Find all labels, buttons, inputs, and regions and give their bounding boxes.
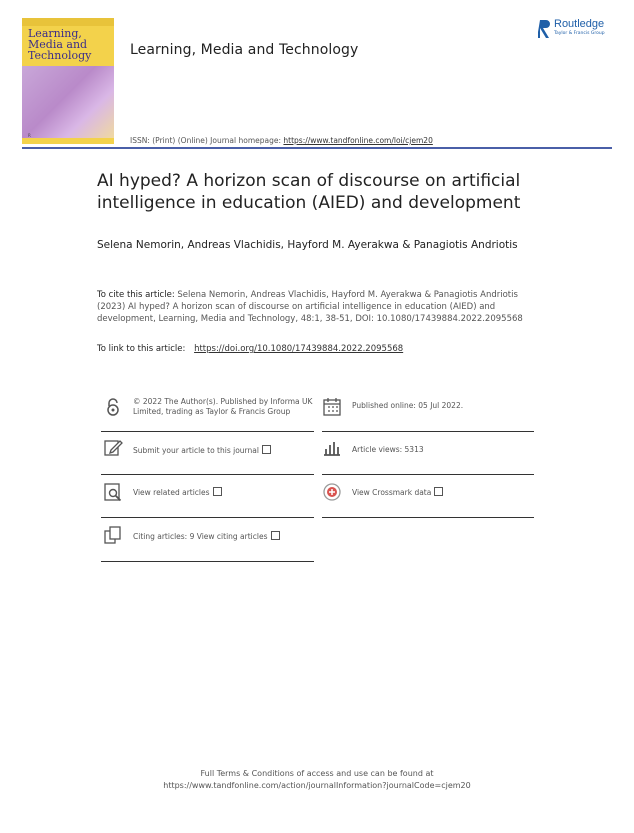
search-document-icon xyxy=(103,482,123,502)
routledge-r-icon xyxy=(538,18,552,40)
article-authors: Selena Nemorin, Andreas Vlachidis, Hayford M. Ayerakwa & Panagiotis Andriotis xyxy=(97,239,518,251)
open-access-icon xyxy=(103,397,123,417)
link-label: To link to this article: xyxy=(97,344,186,354)
submit-article-text: Submit your article to this journal xyxy=(133,446,259,455)
license-text: © 2022 The Author(s). Published by Informa UK Limited, trading as Taylor & Francis Group xyxy=(133,397,313,416)
divider xyxy=(101,474,314,475)
journal-homepage-link[interactable]: https://www.tandfonline.com/loi/cjem20 xyxy=(283,136,433,145)
citations-icon xyxy=(103,525,123,545)
crossmark-icon xyxy=(322,482,342,502)
issn-prefix: ISSN: (Print) (Online) Journal homepage: xyxy=(130,136,282,145)
divider xyxy=(101,431,314,432)
related-articles-text: View related articles xyxy=(133,488,210,497)
article-views-cell xyxy=(322,437,532,461)
external-link-icon xyxy=(213,487,222,496)
external-link-icon xyxy=(434,487,443,496)
crossmark-link[interactable] xyxy=(322,482,532,506)
citation-text: Selena Nemorin, Andreas Vlachidis, Hayford M. Ayerakwa & Panagiotis Andriotis (2023) AI hyped? A horizon scan of discourse on artificial intelligence in education (AIED) and development, Learning, Media and Technology, 48:1, 38-51, DOI: 10.1080/17439884.2022.2095568 xyxy=(97,290,523,324)
related-articles-link[interactable] xyxy=(103,482,318,506)
published-cell xyxy=(322,397,532,417)
external-link-icon xyxy=(271,531,280,540)
citing-articles-text: Citing articles: 9 View citing articles xyxy=(133,532,268,541)
journal-name: Learning, Media and Technology xyxy=(130,42,359,58)
published-text: Published online: 05 Jul 2022. xyxy=(352,401,464,410)
publisher-name: Routledge xyxy=(554,18,605,30)
submit-article-link[interactable] xyxy=(103,437,318,461)
external-link-icon xyxy=(262,445,271,454)
article-title: AI hyped? A horizon scan of discourse on artificial intelligence in education (AIED) and development xyxy=(97,171,521,213)
doi-link[interactable]: https://doi.org/10.1080/17439884.2022.2095568 xyxy=(194,344,404,354)
routledge-logo xyxy=(538,18,612,40)
divider xyxy=(101,561,314,562)
divider xyxy=(322,517,534,518)
cover-publisher-logo: R xyxy=(28,133,31,138)
citation xyxy=(97,289,537,325)
cover-top-bar xyxy=(22,18,114,26)
calendar-icon xyxy=(322,397,342,417)
cover-title: Learning, Media and Technology xyxy=(28,27,92,62)
citation-label: To cite this article: xyxy=(97,290,175,300)
divider xyxy=(101,517,314,518)
footer xyxy=(0,768,634,792)
divider xyxy=(322,431,534,432)
license-cell xyxy=(103,397,318,429)
header-rule xyxy=(22,147,612,149)
publisher-sub: Taylor & Francis Group xyxy=(554,31,605,36)
journal-cover xyxy=(22,18,114,144)
edit-icon xyxy=(103,437,123,457)
citing-articles-link[interactable] xyxy=(103,525,318,549)
article-views-text: Article views: 5313 xyxy=(352,445,424,454)
article-link xyxy=(97,344,403,354)
issn-line xyxy=(130,136,433,145)
bar-chart-icon xyxy=(322,437,342,457)
footer-line-1: Full Terms & Conditions of access and use can be found at xyxy=(200,769,434,778)
footer-terms-link[interactable]: https://www.tandfonline.com/action/journalInformation?journalCode=cjem20 xyxy=(163,781,471,790)
crossmark-text: View Crossmark data xyxy=(352,488,432,497)
cover-artwork xyxy=(22,66,114,138)
divider xyxy=(322,474,534,475)
